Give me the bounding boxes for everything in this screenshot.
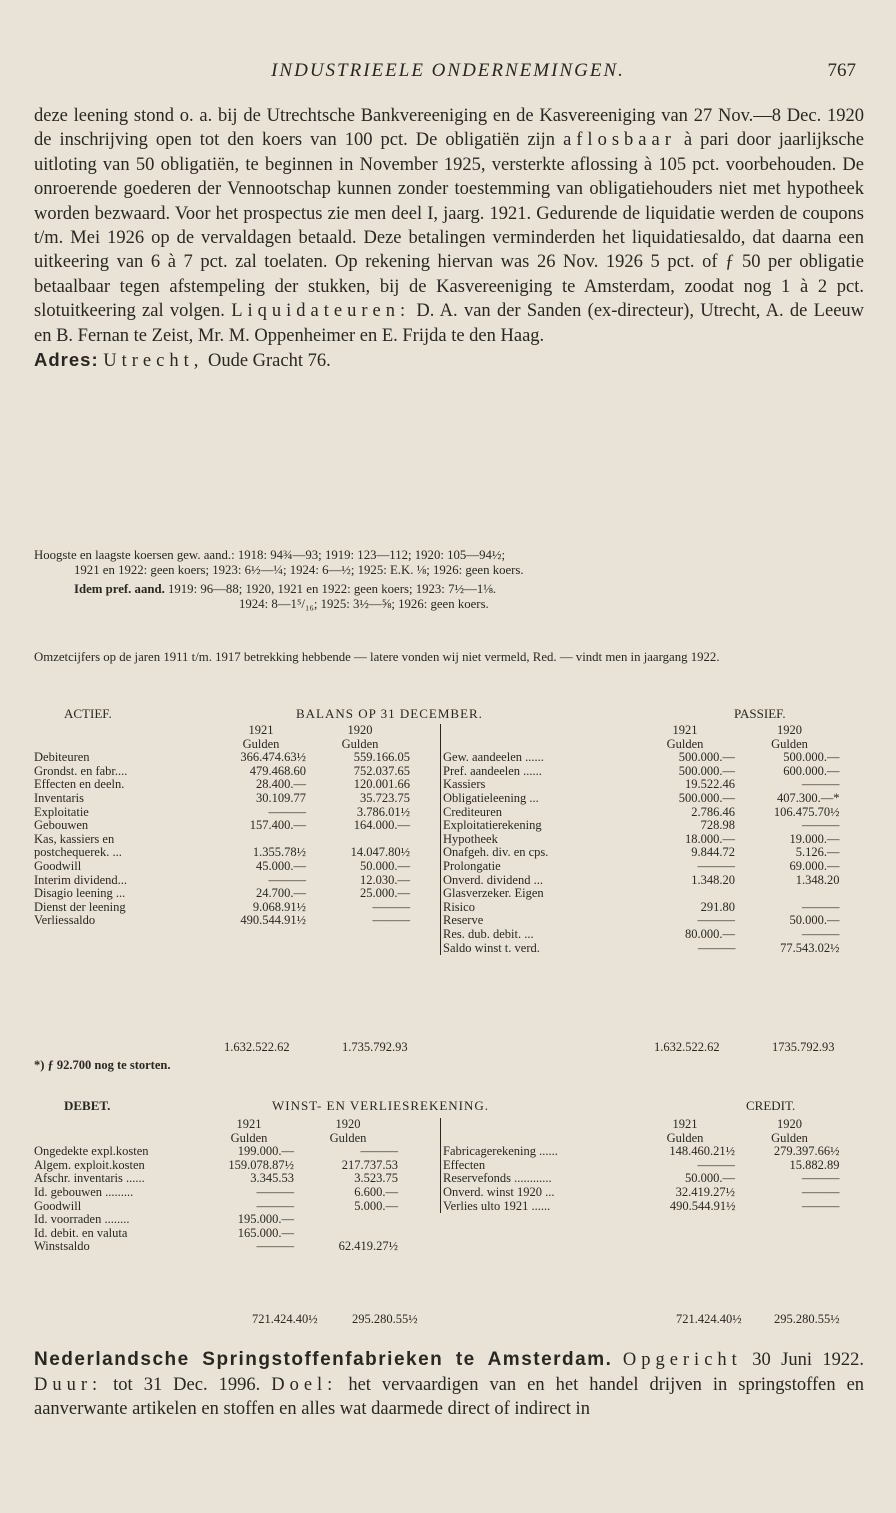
table-row (32, 1200, 400, 1214)
row-label: Id. voorraden ........ (34, 1212, 130, 1227)
value-1921: 9.844.72 (691, 845, 735, 860)
table-row (441, 833, 842, 847)
table-row (441, 819, 842, 833)
year-1920: 1920 (335, 1117, 361, 1131)
value-1921: 50.000.— (685, 1171, 735, 1186)
table-row (32, 1172, 400, 1186)
row-label: Gebouwen (34, 818, 89, 833)
winst-credit-table (440, 1118, 842, 1213)
value-1921: ——— (256, 1239, 294, 1254)
adres-city: Utrecht, (103, 351, 204, 372)
unit-label: Gulden (230, 1130, 268, 1145)
value-1921: 500.000.— (678, 750, 735, 765)
table-row (32, 751, 412, 765)
text-run: deze leening stond o. a. bij de Utrechtsche Bankvereeniging en de Kasvereeniging van 27 Nov.—8 Dec. 1920 de inschrijving open tot den koers van 100 pct. De obligatiën zijn (34, 106, 864, 151)
unit-label: Gulden (666, 736, 704, 751)
actief-body (32, 724, 412, 928)
duur-label: Duur: (34, 1374, 103, 1395)
row-label: Winstsaldo (34, 1239, 90, 1254)
row-label: Ongedekte expl.kosten (34, 1144, 149, 1159)
table-row (441, 914, 842, 928)
text-run: à pari door jaarlijksche uitloting van 50 obligatiën, te beginnen in November 1925, versterkte aflossing à 105 pct. voorbehouden. De onroerende goederen der Vennootschap kunnen zonder toestemming van obligatiehouders niet met hypotheek worden bezwaard. Voor het prospectus zie men deel I, jaarg. 1921. Gedurende de liquidatie werden de coupons t/m. Mei 1926 op de vervaldagen betaald. Deze betalingen verminderden het liquidatiesaldo, dat daarna een uitkeering van 6 à 7 pct. zal toelaten. Op rekening hiervan was 26 Nov. 1926 5 pct. of ƒ 50 per obligatie betaalbaar tegen afstempeling der stukken, bij de Kasvereeniging te Amsterdam, zoodat nog 1 à 2 pct. slotuitkeering zal volgen. (34, 130, 864, 322)
total-passief-1921: 1.632.522.62 (654, 1040, 720, 1054)
balans-title: BALANS OP 31 DECEMBER. (296, 706, 483, 721)
year-header-row (441, 724, 842, 738)
row-label: Dienst der leening (34, 899, 126, 914)
value-1921: ——— (697, 858, 735, 873)
value-1920: 5.126.— (795, 845, 840, 860)
year-1921: 1921 (672, 1117, 698, 1131)
row-label: Debiteuren (34, 750, 90, 765)
row-label: Fabricagerekening ...... (441, 1145, 634, 1159)
value-1920: 50.000.— (789, 913, 840, 928)
row-label: Afschr. inventaris ...... (34, 1171, 145, 1186)
table-row (441, 751, 842, 765)
total-actief-1921: 1.632.522.62 (224, 1040, 290, 1054)
opgericht-label: Opgericht (622, 1350, 742, 1370)
table-row (441, 1172, 842, 1186)
koersen-line-1: Hoogste en laagste koersen gew. aand.: 1918: 94¾—93; 1919: 123—112; 1920: 105—94½; (34, 548, 506, 562)
value-1920 (296, 1227, 400, 1241)
table-row (32, 1186, 400, 1200)
year-header-row (32, 724, 412, 738)
table-row (32, 1159, 400, 1173)
value-1920: 19.000.— (789, 831, 840, 846)
row-label: Obligatieleening ... (441, 792, 634, 806)
value-1920 (308, 833, 412, 847)
row-label: Kas, kassiers en (34, 831, 115, 846)
table-row (441, 1159, 842, 1173)
table-row (441, 846, 842, 860)
pref-line-1 (34, 582, 864, 597)
value-1921: 490.544.91½ (669, 1198, 736, 1213)
table-row (441, 1186, 842, 1200)
address-line (34, 348, 864, 373)
pref-label: Idem pref. aand. (74, 582, 165, 596)
value-1920: ——— (802, 1184, 840, 1199)
doel-label: Doel: (271, 1374, 338, 1395)
body-text (34, 104, 864, 373)
table-row (32, 1213, 400, 1227)
table-row (32, 874, 412, 888)
value-1921: ——— (697, 1157, 735, 1172)
value-1920: 500.000.— (783, 750, 840, 765)
value-1921: 728.98 (700, 818, 735, 833)
value-1921: 148.460.21½ (669, 1144, 735, 1159)
table-row (32, 901, 412, 915)
year-1920: 1920 (777, 723, 802, 737)
row-label: Effecten en deeln. (34, 777, 125, 792)
value-1921: 291.80 (700, 899, 735, 914)
value-1921: 28.400.— (256, 777, 306, 792)
row-label: Saldo winst t. verd. (441, 942, 634, 956)
passief-title: PASSIEF. (734, 706, 786, 721)
value-1921: 18.000.— (685, 831, 735, 846)
company-entry (34, 1348, 864, 1422)
table-row (32, 806, 412, 820)
duur-value: tot 31 Dec. 1996. (113, 1374, 261, 1395)
table-row (32, 846, 412, 860)
value-1920: 50.000.— (360, 858, 410, 873)
value-1920: 12.030.— (360, 872, 410, 887)
koersen-block (34, 548, 864, 612)
value-1920: 35.723.75 (360, 790, 410, 805)
liquidateuren-label: Liquidateuren: (231, 301, 411, 322)
adres-street: Oude Gracht 76. (207, 351, 331, 372)
table-row (441, 928, 842, 942)
row-label: postchequerek. ... (34, 845, 122, 860)
unit-label: Gulden (242, 736, 280, 751)
unit-label: Gulden (666, 1130, 704, 1145)
table-row (441, 806, 842, 820)
credit-body (441, 1118, 842, 1213)
value-1920: 15.882.89 (789, 1157, 840, 1172)
actief-title: ACTIEF. (64, 706, 112, 721)
total-credit-1921: 721.424.40½ (676, 1312, 742, 1326)
value-1921: 500.000.— (678, 790, 735, 805)
value-1921: 165.000.— (237, 1225, 294, 1240)
pref-line-2: 1924: 8—1⁵/₁₆; 1925: 3½—⅝; 1926: geen koers. (239, 597, 489, 611)
omzet-text: Omzetcijfers op de jaren 1911 t/m. 1917 betrekking hebbende — latere vonden wij niet vermeld, Red. — vindt men in jaargang 1922. (34, 650, 720, 664)
row-label: Crediteuren (441, 806, 634, 820)
unit-label: Gulden (329, 1130, 367, 1145)
value-1920: 1.348.20 (795, 872, 840, 887)
row-label: Reservefonds ............ (441, 1172, 634, 1186)
row-label: Effecten (441, 1159, 634, 1173)
value-1921: 1.355.78½ (252, 845, 306, 860)
value-1920: 164.000.— (353, 818, 410, 833)
value-1920: 5.000.— (354, 1198, 398, 1213)
body-paragraph (34, 104, 864, 348)
company-paragraph (34, 1348, 864, 1422)
debet-body (32, 1118, 400, 1254)
value-1920: 62.419.27½ (338, 1239, 398, 1254)
row-label: Reserve (441, 914, 634, 928)
value-1920: 3.523.75 (354, 1171, 398, 1186)
winst-title: WINST- EN VERLIESREKENING. (272, 1098, 490, 1113)
value-1920: ——— (802, 777, 840, 792)
value-1921: 19.522.46 (685, 777, 735, 792)
page-number: 767 (827, 60, 856, 81)
value-1921 (633, 887, 738, 901)
value-1920: ——— (360, 1144, 398, 1159)
value-1920: 25.000.— (360, 886, 410, 901)
row-label: Verliessaldo (34, 913, 96, 928)
row-label: Goodwill (34, 1198, 82, 1213)
table-row (32, 819, 412, 833)
value-1920 (296, 1213, 400, 1227)
value-1920: 14.047.80½ (350, 845, 410, 860)
year-1921: 1921 (672, 723, 698, 737)
value-1920: ——— (372, 899, 410, 914)
value-1920: ——— (802, 1198, 840, 1213)
running-header (0, 56, 896, 86)
row-label: Pref. aandeelen ...... (441, 765, 634, 779)
year-1921: 1921 (236, 1117, 262, 1131)
value-1921: 32.419.27½ (675, 1184, 735, 1199)
row-label: Gew. aandeelen ...... (441, 751, 634, 765)
year-1920: 1920 (347, 723, 373, 737)
value-1921: 479.468.60 (249, 763, 306, 778)
table-row (441, 1145, 842, 1159)
value-1921: 45.000.— (256, 858, 306, 873)
koersen-line-2: 1921 en 1922: geen koers; 1923: 6½—¼; 1924: 6—½; 1925: E.K. ⅛; 1926: geen koers. (74, 563, 524, 577)
table-row (441, 860, 842, 874)
row-label: Disagio leening ... (34, 886, 126, 901)
row-label: Id. gebouwen ......... (34, 1184, 134, 1199)
value-1920: 217.737.53 (341, 1157, 398, 1172)
total-actief-1920: 1.735.792.93 (342, 1040, 408, 1054)
value-1920: ——— (802, 899, 840, 914)
liquidateuren-text: D. A. van der Sanden (ex-directeur), Utrecht, A. de Leeuw en B. Fernan te Zeist, Mr. M. Oppenheimer en E. Frijda te den Haag. (34, 301, 865, 346)
value-1920: 407.300.—* (777, 790, 840, 805)
row-label: Interim dividend... (34, 872, 128, 887)
aflosbaar-term: aflosbaar (563, 130, 676, 151)
company-name: Nederlandsche Springstoffenfabrieken te Amsterdam. (34, 1349, 613, 1370)
table-row (441, 765, 842, 779)
value-1921: ——— (256, 1184, 294, 1199)
row-label: Res. dub. debit. ... (441, 928, 634, 942)
value-1921: ——— (698, 940, 736, 955)
value-1920: ——— (802, 1171, 840, 1186)
value-1920: ——— (802, 818, 840, 833)
table-row (441, 887, 842, 901)
doel-text: het vervaardigen van en het handel drijven in springstoffen en aanverwante artikelen en stoffen en alles wat daarmede direct of indirect in (34, 1374, 865, 1420)
value-1920: 3.786.01½ (356, 804, 410, 819)
pref-values-1: 1919: 96—88; 1920, 1921 en 1922: geen koers; 1923: 7½—1⅛. (167, 582, 497, 596)
total-debet-1921: 721.424.40½ (252, 1312, 318, 1326)
table-row (441, 901, 842, 915)
table-row (32, 887, 412, 901)
value-1921: 366.474.63½ (240, 750, 306, 765)
row-label: Exploitatie (34, 804, 89, 819)
value-1921: 30.109.77 (256, 790, 306, 805)
table-row (32, 792, 412, 806)
value-1920: 106.475.70½ (773, 804, 840, 819)
passief-body (441, 724, 842, 955)
year-header-row (441, 1118, 842, 1132)
row-label: Glasverzeker. Eigen (441, 887, 634, 901)
value-1921: ——— (697, 913, 735, 928)
table-row (441, 778, 842, 792)
row-label: Verlies ulto 1921 ...... (441, 1200, 634, 1214)
value-1921: 80.000.— (685, 926, 735, 941)
omzet-note (34, 650, 864, 665)
table-row (32, 1227, 400, 1241)
value-1921: 195.000.— (237, 1212, 294, 1227)
value-1920: 752.037.65 (353, 763, 410, 778)
value-1920: 69.000.— (789, 858, 840, 873)
row-label: Onverd. winst 1920 ... (441, 1186, 634, 1200)
value-1921: 24.700.— (256, 886, 306, 901)
value-1921: 159.078.87½ (228, 1157, 294, 1172)
table-row (441, 942, 842, 956)
year-1921: 1921 (248, 723, 274, 737)
value-1921: ——— (268, 872, 306, 887)
adres-label: Adres: (34, 349, 99, 371)
value-1920: 600.000.— (783, 763, 840, 778)
table-row (32, 1240, 400, 1254)
table-row (441, 792, 842, 806)
row-label: Grondst. en fabr.... (34, 763, 128, 778)
total-passief-1920: 1735.792.93 (772, 1040, 835, 1054)
row-label: Risico (441, 901, 634, 915)
row-label: Hypotheek (441, 833, 634, 847)
value-1920: ——— (802, 926, 840, 941)
table-row (32, 765, 412, 779)
total-credit-1920: 295.280.55½ (774, 1312, 840, 1326)
year-header-row (32, 1118, 400, 1132)
unit-header-row (441, 1132, 842, 1146)
running-title: INDUSTRIEELE ONDERNEMINGEN. (271, 60, 625, 81)
value-1920 (738, 887, 842, 901)
value-1920: 279.397.66½ (773, 1144, 840, 1159)
row-label: Onverd. dividend ... (441, 874, 634, 888)
value-1921: 500.000.— (678, 763, 735, 778)
table-row (32, 1145, 400, 1159)
row-label: Kassiers (441, 778, 634, 792)
opgericht-value: 30 Juni 1922. (752, 1350, 865, 1370)
value-1920: 6.600.— (354, 1184, 398, 1199)
total-debet-1920: 295.280.55½ (352, 1312, 418, 1326)
debet-title: DEBET. (64, 1098, 111, 1113)
value-1921: 1.348.20 (691, 872, 735, 887)
table-row (32, 833, 412, 847)
table-row (32, 914, 412, 928)
table-row (441, 874, 842, 888)
balans-actief-table (32, 724, 412, 928)
table-row (32, 778, 412, 792)
row-label: Id. debit. en valuta (34, 1225, 128, 1240)
value-1921: 490.544.91½ (240, 913, 306, 928)
unit-label: Gulden (771, 1130, 808, 1145)
value-1920: 559.166.05 (353, 750, 410, 765)
unit-header-row (441, 738, 842, 752)
value-1921: 157.400.— (249, 818, 306, 833)
value-1921: ——— (268, 804, 306, 819)
unit-header-row (32, 1132, 400, 1146)
credit-title: CREDIT. (746, 1098, 796, 1113)
value-1921: 2.786.46 (691, 804, 735, 819)
value-1921: 3.345.53 (250, 1171, 294, 1186)
row-label: Goodwill (34, 858, 82, 873)
table-row (32, 860, 412, 874)
balans-passief-table (440, 724, 842, 955)
value-1921 (214, 833, 308, 847)
row-label: Inventaris (34, 790, 84, 805)
row-label: Prolongatie (441, 860, 634, 874)
value-1921: 199.000.— (237, 1144, 294, 1159)
row-label: Onafgeh. div. en cps. (441, 846, 634, 860)
table-row (441, 1200, 842, 1214)
footnote-text: *) ƒ 92.700 nog te storten. (34, 1058, 171, 1072)
value-1921: 9.068.91½ (252, 899, 306, 914)
winst-debet-table (32, 1118, 400, 1254)
unit-label: Gulden (771, 736, 808, 751)
value-1921: ——— (256, 1198, 294, 1213)
value-1920: ——— (372, 913, 410, 928)
value-1920: 120.001.66 (353, 777, 410, 792)
row-label: Exploitatierekening (441, 819, 634, 833)
year-1920: 1920 (777, 1117, 802, 1131)
row-label: Algem. exploit.kosten (34, 1157, 145, 1172)
value-1920: 77.543.02½ (780, 940, 840, 955)
unit-header-row (32, 738, 412, 752)
unit-label: Gulden (341, 736, 379, 751)
